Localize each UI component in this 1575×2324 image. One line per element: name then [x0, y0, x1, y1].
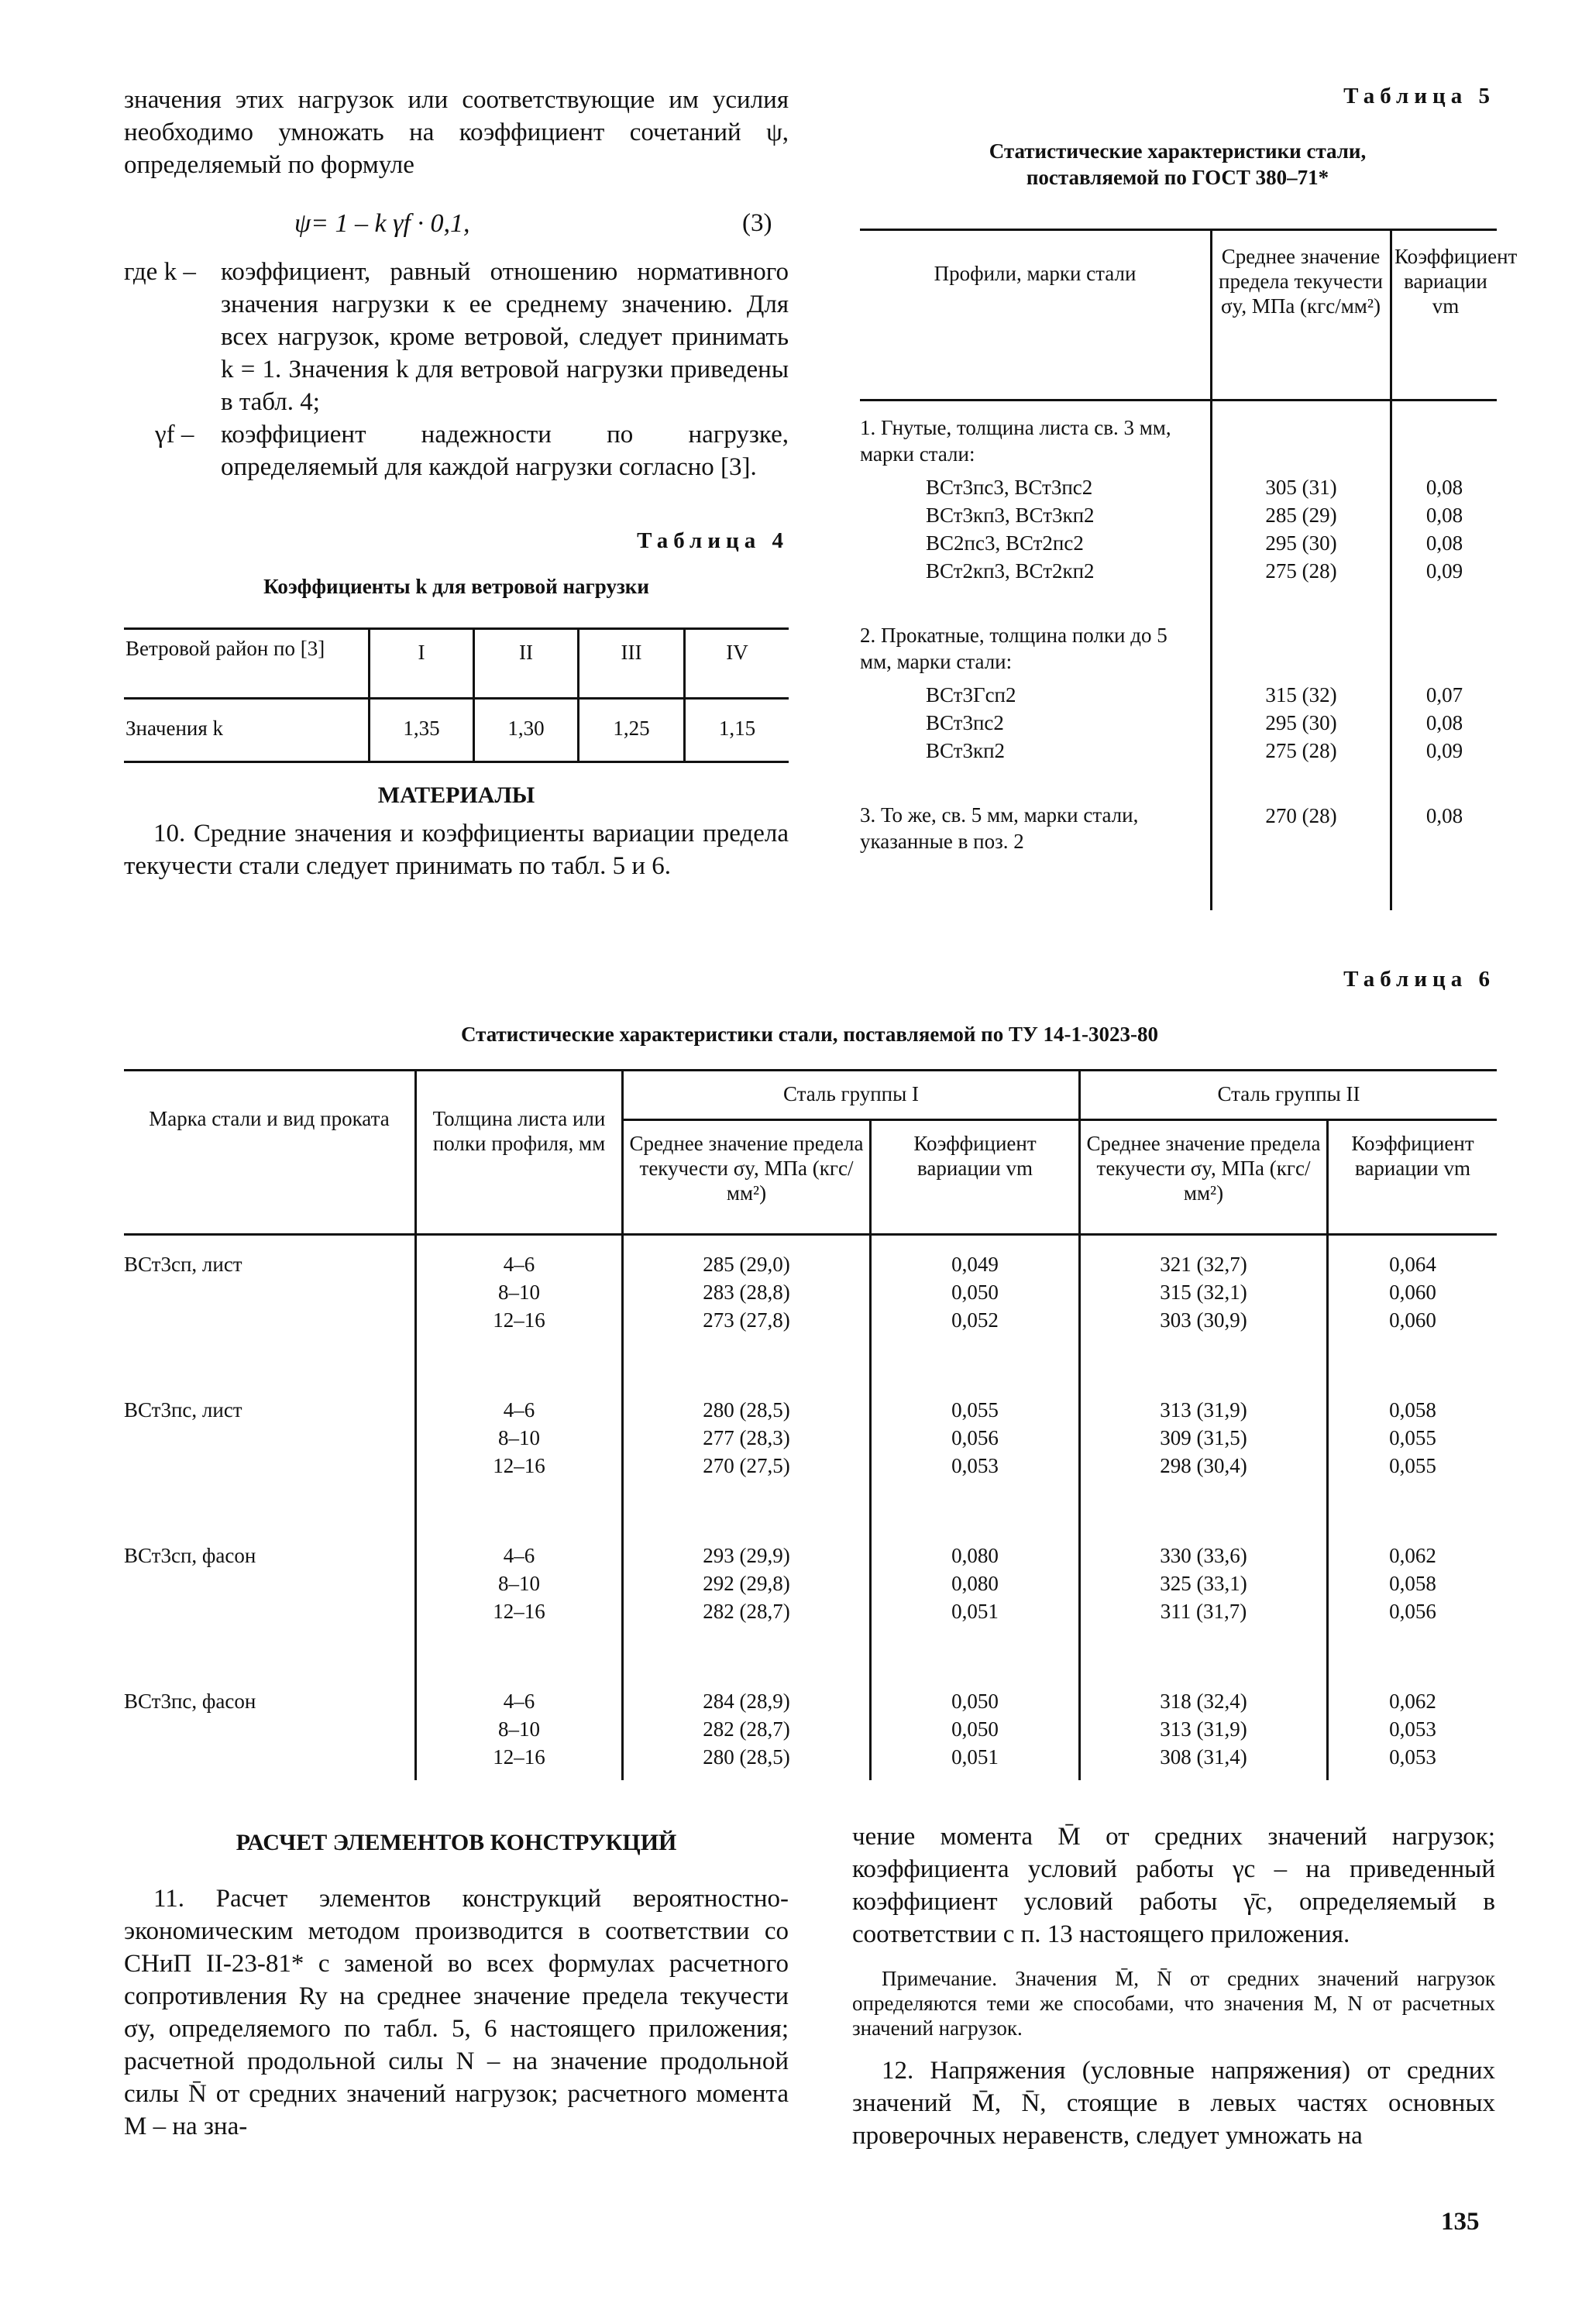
table5-row-grade: ВСт3кп2: [926, 739, 1006, 762]
table6-coef2: 0,058: [1389, 1398, 1436, 1422]
table5-row-coef: 0,08: [1425, 711, 1463, 734]
table6-thick: 8–10: [498, 1572, 540, 1595]
table6-coef1: 0,049: [951, 1253, 999, 1276]
intro-paragraph: значения этих нагрузок или соответствующие им усилия необходимо умножать на коэффициент сочетаний ψ, определяемый по формуле: [124, 86, 789, 179]
paragraph-10: 10. Средние значения и коэффициенты вариации предела текучести стали следует принимать по табл. 5 и 6.: [124, 820, 789, 880]
table6-head-group2: Сталь группы II: [1217, 1082, 1360, 1105]
table5-row-mean: 285 (29): [1265, 504, 1337, 527]
table6-mean1: 285 (29,0): [703, 1253, 790, 1276]
table5-group-title: 2. Прокатные, толщина полки до 5 мм, марки стали:: [860, 624, 1167, 673]
formula-number: (3): [742, 209, 772, 237]
table5: [860, 229, 1518, 910]
table6-group: [124, 1396, 1497, 1497]
table6-head-coef-2: Коэффициент вариации vm: [1351, 1132, 1474, 1180]
table6-thick: 4–6: [503, 1544, 535, 1567]
where-k-lead: где k –: [124, 258, 196, 286]
table6-coef2: 0,060: [1389, 1308, 1436, 1332]
table6-thick: 8–10: [498, 1281, 540, 1304]
table6-grade: ВСт3пс, лист: [124, 1398, 242, 1422]
table6-coef1: 0,050: [951, 1717, 999, 1741]
table6-coef2: 0,058: [1389, 1572, 1436, 1595]
table6-mean1: 270 (27,5): [703, 1454, 790, 1477]
table5-caption-2: поставляемой по ГОСТ 380–71*: [1026, 166, 1329, 189]
table4-value: 1,35: [403, 717, 440, 740]
paragraph-12: 12. Напряжения (условные напряжения) от средних значений M̄, N̄, стоящие в левых частях основных проверочных неравенств, следует умножать на: [852, 2057, 1495, 2150]
table6-coef2: 0,062: [1389, 1690, 1436, 1713]
table6-grade: ВСт3пс, фасон: [124, 1690, 256, 1713]
table6-coef1: 0,050: [951, 1690, 999, 1713]
table6: [124, 1069, 1497, 1782]
table6-coef2: 0,062: [1389, 1544, 1436, 1567]
table6-head-thickness: Толщина листа или полки профиля, мм: [432, 1107, 606, 1155]
table6-coef1: 0,053: [951, 1454, 999, 1477]
table4-value: 1,15: [718, 717, 756, 740]
table6-mean2: 313 (31,9): [1160, 1398, 1247, 1422]
table6-thick: 12–16: [493, 1308, 545, 1332]
table4-row1-head: Ветровой район по [3]: [126, 637, 325, 660]
table6-mean2: 308 (31,4): [1160, 1745, 1247, 1769]
note: Примечание. Значения M̄, N̄ от средних значений нагрузок определяются теми же способами, что значения M, N от расчетных значений нагрузок.: [852, 1967, 1495, 2040]
table6-coef1: 0,056: [951, 1426, 999, 1449]
table6-thick: 12–16: [493, 1454, 545, 1477]
table6-thick: 8–10: [498, 1717, 540, 1741]
table5-row-grade: ВСт3пс2: [926, 711, 1004, 734]
table5-group-title: 3. То же, св. 5 мм, марки стали, указанные в поз. 2: [860, 803, 1139, 853]
table5-row-coef: 0,08: [1425, 531, 1463, 555]
table6-coef1: 0,080: [951, 1544, 999, 1567]
where-k-text: коэффициент, равный отношению нормативного значения нагрузки к ее среднему значению. Для всех нагрузок, кроме ветровой, следует принимать k = 1. Значения k для ветровой нагрузки приведены в табл. 4;: [221, 258, 789, 416]
table6-coef2: 0,053: [1389, 1717, 1436, 1741]
table6-mean1: 277 (28,3): [703, 1426, 790, 1449]
table6-mean2: 309 (31,5): [1160, 1426, 1247, 1449]
table6-mean1: 273 (27,8): [703, 1308, 790, 1332]
table6-mean2: 325 (33,1): [1160, 1572, 1247, 1595]
table5-caption-1: Статистические характеристики стали,: [989, 139, 1367, 163]
table6-thick: 12–16: [493, 1600, 545, 1623]
table4-value: 1,30: [507, 717, 545, 740]
table6-mean2: 330 (33,6): [1160, 1544, 1247, 1567]
table5-row-grade: ВСт2кп3, ВСт2кп2: [926, 559, 1095, 583]
table6-group: [124, 1687, 1497, 1780]
table5-head-profiles: Профили, марки стали: [934, 262, 1137, 285]
table6-thick: 4–6: [503, 1253, 535, 1276]
table6-mean1: 283 (28,8): [703, 1281, 790, 1304]
table6-coef1: 0,052: [951, 1308, 999, 1332]
table6-mean2: 311 (31,7): [1160, 1600, 1247, 1623]
table5-row-mean: 275 (28): [1265, 559, 1337, 583]
table5-row-mean: 295 (30): [1265, 531, 1337, 555]
table5-row-mean: 295 (30): [1265, 711, 1337, 734]
table6-coef2: 0,064: [1389, 1253, 1436, 1276]
table5-row-grade: ВСт3кп3, ВСт3кп2: [926, 504, 1095, 527]
table6-mean1: 280 (28,5): [703, 1398, 790, 1422]
table5-head-coef: Коэффициент вариации vm: [1394, 245, 1518, 318]
table6-mean1: 292 (29,8): [703, 1572, 790, 1595]
table5-row-mean: 305 (31): [1265, 476, 1337, 499]
table6-thick: 4–6: [503, 1690, 535, 1713]
table5-row-grade: ВС2пс3, ВСт2пс2: [926, 531, 1084, 555]
table6-thick: 8–10: [498, 1426, 540, 1449]
table4-label: Таблица 4: [637, 528, 789, 553]
table6-grade: ВСт3сп, лист: [124, 1253, 242, 1276]
table5-head-mean: Среднее значение предела текучести σy, МПа (кгс/мм²): [1219, 245, 1383, 318]
table6-caption: Статистические характеристики стали, поставляемой по ТУ 14-1-3023-80: [460, 1023, 1159, 1046]
table4-col: I: [418, 641, 425, 664]
table5-label: Таблица 5: [1343, 84, 1495, 108]
paragraph-11: 11. Расчет элементов конструкций вероятностно-экономическим методом производится в соответствии со СНиП II-23-81* с заменой во всех формулах расчетного сопротивления Ry на среднее значение предела текучести σy, определяемого по табл. 5, 6 настоящего приложения; расчетной продольной силы N – на значение продольной силы N̄ от средних значений нагрузок; расчетного момента M – на зна-: [124, 1885, 789, 2140]
formula: ψ= 1 – k γf · 0,1,: [294, 209, 470, 238]
table5-row-mean: 315 (32): [1265, 683, 1337, 706]
table5-group-title: 1. Гнутые, толщина листа св. 3 мм, марки стали:: [860, 416, 1171, 466]
table4-col: IV: [726, 641, 748, 664]
table6-head-group1: Сталь группы I: [782, 1082, 920, 1105]
table4-col: III: [621, 641, 642, 664]
table6-coef2: 0,060: [1389, 1281, 1436, 1304]
where-gamma-text: коэффициент надежности по нагрузке, определяемый для каждой нагрузки согласно [3].: [221, 421, 789, 481]
table6-coef2: 0,053: [1389, 1745, 1436, 1769]
table6-head-grade: Марка стали и вид проката: [149, 1107, 390, 1130]
table6-head-mean-1: Среднее значение предела текучести σy, МПа (кгс/мм²): [629, 1132, 864, 1205]
table4-col: II: [519, 641, 533, 664]
table6-coef1: 0,050: [951, 1281, 999, 1304]
table6-head-mean-2: Среднее значение предела текучести σy, МПа (кгс/мм²): [1086, 1132, 1321, 1205]
table6-coef2: 0,056: [1389, 1600, 1436, 1623]
table4-value: 1,25: [613, 717, 650, 740]
table6-mean1: 280 (28,5): [703, 1745, 790, 1769]
page-number: 135: [1441, 2208, 1480, 2236]
table5-row-coef: 0,08: [1425, 804, 1463, 827]
where-gamma-lead: γf –: [155, 421, 194, 449]
paragraph-11-continued: чение момента M̄ от средних значений нагрузок; коэффициента условий работы γc – на приведенный коэффициент условий работы γ̄c, определяемый в соответствии с п. 13 настоящего приложения.: [852, 1823, 1495, 1948]
table5-row-coef: 0,09: [1425, 739, 1463, 762]
table5-row-coef: 0,08: [1425, 504, 1463, 527]
table6-coef2: 0,055: [1389, 1454, 1436, 1477]
table6-mean2: 321 (32,7): [1160, 1253, 1247, 1276]
table6-label: Таблица 6: [1343, 967, 1495, 992]
table5-row-mean: 270 (28): [1265, 804, 1337, 827]
table5-row-grade: ВСт3Гсп2: [926, 683, 1016, 706]
table5-row-grade: ВСт3пс3, ВСт3пс2: [926, 476, 1093, 499]
table4-caption: Коэффициенты k для ветровой нагрузки: [263, 575, 649, 598]
table5-row-coef: 0,07: [1425, 683, 1463, 706]
table6-coef1: 0,051: [951, 1745, 999, 1769]
table6-coef2: 0,055: [1389, 1426, 1436, 1449]
table6-mean2: 298 (30,4): [1160, 1454, 1247, 1477]
table6-group: [124, 1542, 1497, 1642]
table6-coef1: 0,055: [951, 1398, 999, 1422]
materials-heading: МАТЕРИАЛЫ: [377, 782, 535, 808]
table4: [124, 627, 789, 765]
table5-row-coef: 0,08: [1425, 476, 1463, 499]
table6-mean2: 315 (32,1): [1160, 1281, 1247, 1304]
table6-grade: ВСт3сп, фасон: [124, 1544, 256, 1567]
table5-row-coef: 0,09: [1425, 559, 1463, 583]
table6-coef1: 0,080: [951, 1572, 999, 1595]
table6-mean1: 284 (28,9): [703, 1690, 790, 1713]
table4-row2-head: Значения k: [126, 717, 224, 740]
table6-group: [124, 1250, 1497, 1351]
table6-mean2: 318 (32,4): [1160, 1690, 1247, 1713]
table6-thick: 12–16: [493, 1745, 545, 1769]
table6-head-coef-1: Коэффициент вариации vm: [913, 1132, 1037, 1180]
table5-row-mean: 275 (28): [1265, 739, 1337, 762]
calc-heading: РАСЧЕТ ЭЛЕМЕНТОВ КОНСТРУКЦИЙ: [236, 1830, 677, 1855]
table6-mean1: 282 (28,7): [703, 1717, 790, 1741]
table6-thick: 4–6: [503, 1398, 535, 1422]
table6-mean1: 293 (29,9): [703, 1544, 790, 1567]
table6-mean1: 282 (28,7): [703, 1600, 790, 1623]
table6-mean2: 313 (31,9): [1160, 1717, 1247, 1741]
table6-mean2: 303 (30,9): [1160, 1308, 1247, 1332]
table6-coef1: 0,051: [951, 1600, 999, 1623]
